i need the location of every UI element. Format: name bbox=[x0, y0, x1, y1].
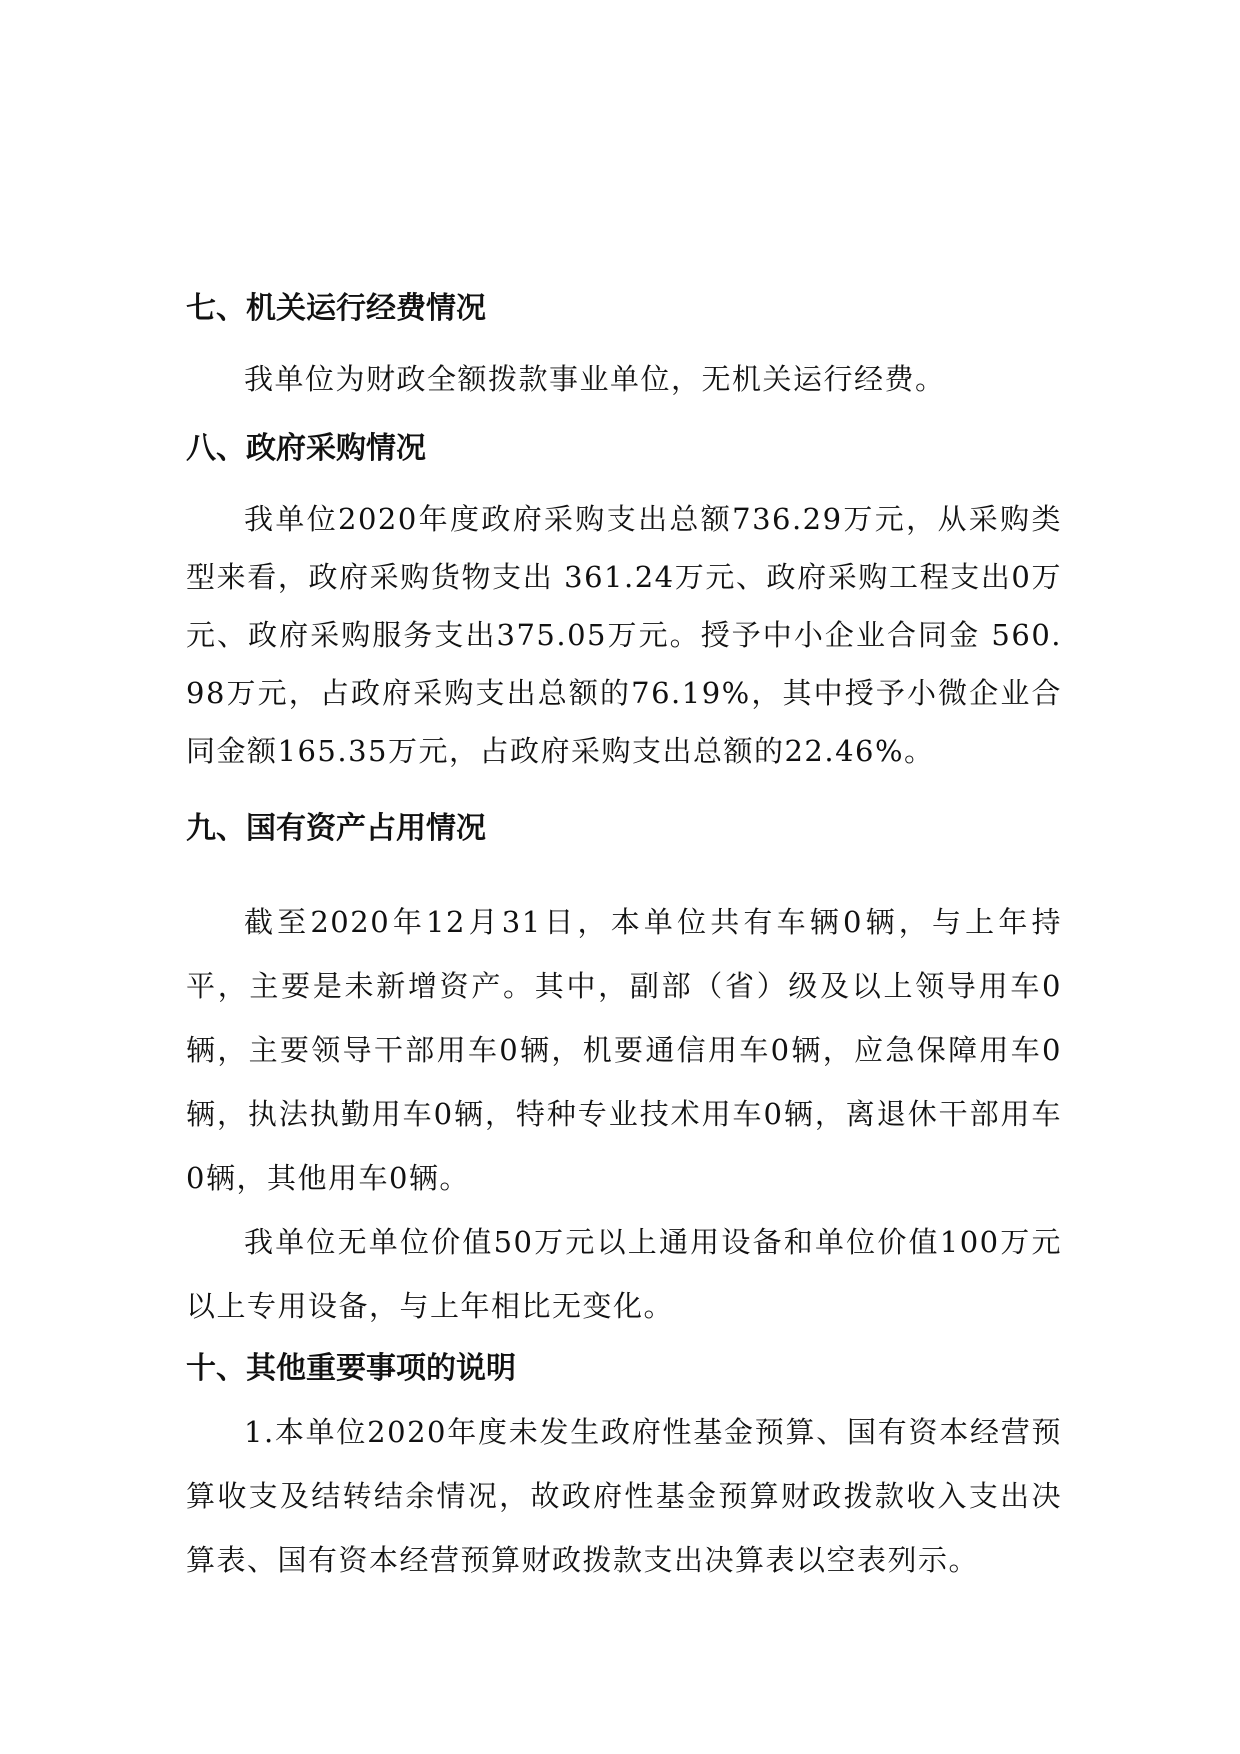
section-9-paragraph-1: 截至2020年12月31日，本单位共有车辆0辆，与上年持平，主要是未新增资产。其中，副部（省）级及以上领导用车0辆，主要领导干部用车0辆，机要通信用车0辆，应急保障用车0辆，执法执勤用车0辆，特种专业技术用车0辆，离退休干部用车0辆，其他用车0辆。 bbox=[186, 905, 1062, 1195]
section-9-paragraph-2: 我单位无单位价值50万元以上通用设备和单位价值100万元以上专用设备，与上年相比无变化。 bbox=[186, 1225, 1062, 1323]
section-heading-7: 七、机关运行经费情况 bbox=[186, 291, 486, 326]
section-heading-9: 九、国有资产占用情况 bbox=[186, 811, 486, 846]
section-10-paragraph: 1.本单位2020年度未发生政府性基金预算、国有资本经营预算收支及结转结余情况，故政府性基金预算财政拨款收入支出决算表、国有资本经营预算财政拨款支出决算表以空表列示。 bbox=[186, 1415, 1062, 1577]
section-heading-8: 八、政府采购情况 bbox=[186, 431, 426, 466]
section-heading-10: 十、其他重要事项的说明 bbox=[186, 1351, 516, 1386]
document-body bbox=[186, 278, 1062, 1592]
section-7-paragraph: 我单位为财政全额拨款事业单位，无机关运行经费。 bbox=[244, 362, 946, 396]
section-8-paragraph: 我单位2020年度政府采购支出总额736.29万元，从采购类型来看，政府采购货物支出 361.24万元、政府采购工程支出0万元、政府采购服务支出375.05万元。授予中小企业合同金 560.98万元，占政府采购支出总额的76.19%，其中授予小微企业合同金额165.35万元，占政府采购支出总额的22.46%。 bbox=[186, 502, 1062, 768]
